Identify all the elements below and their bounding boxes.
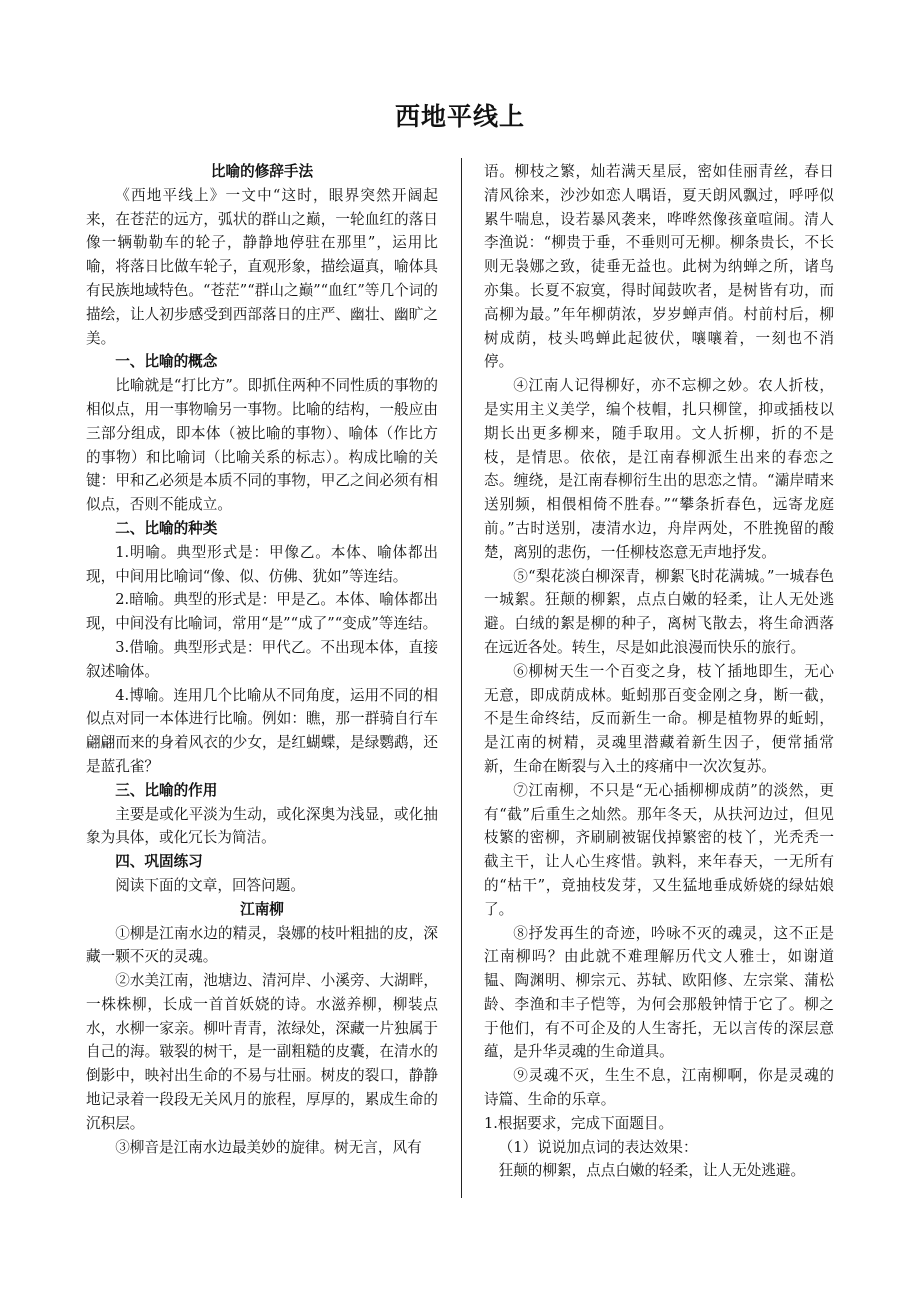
essay-paragraph: ⑦江南柳，不只是“无心插柳柳成荫”的淡然，更有“截”后重生之灿然。那年冬天，从扶河边过，但见枝繁的密柳，齐刷刷被锯伐掉繁密的枝丫，光秃秃一截主干，让人心生疼惜。孰料，来年春天，一无所有的“枯干”，竟抽枝发芽，又生猛地垂成娇娆的绿姑娘了。 (484, 781, 834, 918)
type-item: 2.暗喻。典型的形式是：甲是乙。本体、喻体都出现，中间没有比喻词，常用“是”“成了”“变成”等连结。 (86, 591, 438, 633)
essay-paragraph-continued: 语。柳枝之繁，灿若满天星辰，密如佳丽青丝，春日清风徐来，沙沙如恋人喁语，夏天朗风飘过，呼呼似累牛喘息，设若暴风袭来，哗哗然像孩童喧闹。清人李渔说：“柳贵于垂，不垂则可无柳。柳条贵长，不长则无袅娜之致，徒垂无益也。此树为纳蝉之所，诸鸟亦集。长夏不寂寞，得时闻鼓吹者，是树皆有功，而高柳为最。”年年柳荫浓，岁岁蝉声俏。村前村后，柳树成荫，枝头鸣蝉此起彼伏，嚷嚷着，一刻也不消停。 (484, 163, 834, 371)
function-paragraph: 主要是或化平淡为生动，或化深奥为浅显，或化抽象为具体，或化冗长为简洁。 (86, 805, 438, 847)
section-heading: 比喻的修辞手法 (210, 163, 314, 180)
function-heading: 三、比喻的作用 (115, 781, 218, 799)
essay-paragraph: ④江南人记得柳好，亦不忘柳之妙。农人折枝，是实用主义美学，编个枝帽，扎只柳筐，抑或插枝以期长出更多柳来，随手取用。文人折柳，折的不是枝，是情思。依依，是江南春柳派生出来的春恋之态。缠绕，是江南春柳衍生出的思恋之情。“灞岸晴来送别频，相偎相倚不胜春。”“攀条折春色，远寄龙庭前。”古时送别，凄清水边，舟岸两处，不胜挽留的酸楚，离别的悲伤，一任柳枝恣意无声地抒发。 (484, 377, 834, 561)
page-title: 西地平线上 (394, 102, 525, 131)
essay-paragraph: ①柳是江南水边的精灵，袅娜的枝叶粗拙的皮，深藏一颗不灭的灵魂。 (86, 924, 438, 966)
essay-paragraph: ③柳音是江南水边最美妙的旋律。树无言，风有 (115, 1138, 422, 1156)
right-column (484, 160, 834, 1183)
concept-heading: 一、比喻的概念 (115, 353, 218, 371)
left-column (86, 160, 438, 1159)
question-sentence: 狂颠的柳絮，点点白嫩的轻柔，让人无处逃避。 (498, 1162, 806, 1180)
essay-paragraph: ⑨灵魂不灭，生生不息，江南柳啊，你是灵魂的诗篇、生命的乐章。 (484, 1067, 834, 1109)
type-item: 1.明喻。典型形式是：甲像乙。本体、喻体都出现，中间用比喻词“像、似、仿佛、犹如”等连结。 (86, 543, 438, 585)
type-item: 4.博喻。连用几个比喻从不同角度，运用不同的相似点对同一本体进行比喻。例如：瞧，那一群骑自行车翩翩而来的身着风衣的少女，是红蝴蝶，是绿鹦鹉，还是蓝孔雀？ (86, 686, 438, 775)
essay-paragraph: ②水美江南，池塘边、清河岸、小溪旁、大湖畔，一株株柳，长成一首首妖娆的诗。水滋养柳，柳装点水，水柳一家亲。柳叶青青，浓绿处，深藏一片独属于自己的海。皲裂的树干，是一副粗糙的皮囊，在清水的倒影中，映衬出生命的不易与壮丽。树皮的裂口，静静地记录着一段段无关风月的旅程，厚厚的，累成生命的沉积层。 (86, 972, 438, 1132)
essay-paragraph: ⑥柳树天生一个百变之身，枝丫插地即生，无心无意，即成荫成林。蚯蚓那百变金刚之身，断一截，不是生命终结，反而新生一命。柳是植物界的蚯蚓，是江南的树精，灵魂里潜藏着新生因子，便常插常新，生命在断裂与入土的疼痛中一次次复苏。 (484, 662, 834, 775)
type-item: 3.借喻。典型形式是：甲代乙。不出现本体，直接叙述喻体。 (86, 638, 438, 680)
column-divider (461, 158, 462, 1198)
intro-paragraph: 《西地平线上》一文中“这时，眼界突然开阔起来，在苍茫的远方，弧状的群山之巅，一轮血红的落日像一辆勒勒车的轮子，静静地停驻在那里”，运用比喻，将落日比做车轮子，直观形象，描绘逼真，喻体具有民族地域特色。“苍茫”“群山之巅”“血红”等几个词的描绘，让人初步感受到西部落日的庄严、幽壮、幽旷之美。 (86, 186, 438, 347)
question-item: （1）说说加点词的表达效果： (498, 1138, 698, 1156)
concept-paragraph: 比喻就是“打比方”。即抓住两种不同性质的事物的相似点，用一事物喻另一事物。比喻的结构，一般应由三部分组成，即本体（被比喻的事物）、喻体（作比方的事物）和比喻词（比喻关系的标志）。构成比喻的关键：甲和乙必须是本质不同的事物，甲乙之间必须有相似点，否则不能成立。 (86, 377, 438, 514)
essay-title: 江南柳 (240, 900, 284, 918)
essay-paragraph: ⑤“梨花淡白柳深青，柳絮飞时花满城。”一城春色一城絮。狂颠的柳絮，点点白嫩的轻柔，让人无处逃避。白绒的絮是柳的种子，离树飞散去，将生命洒落在远近各处。转生，尽是如此浪漫而快乐的旅行。 (484, 567, 834, 656)
practice-instruction: 阅读下面的文章，回答问题。 (115, 876, 305, 894)
types-heading: 二、比喻的种类 (115, 519, 218, 537)
practice-heading: 四、巩固练习 (115, 853, 203, 871)
question-heading: 1.根据要求，完成下面题目。 (484, 1114, 674, 1132)
essay-paragraph: ⑧抒发再生的奇迹，吟咏不灭的魂灵，这不正是江南柳吗？由此就不难理解历代文人雅士，如谢道韫、陶渊明、柳宗元、苏轼、欧阳修、左宗棠、蒲松龄、李渔和丰子恺等，为何会那般钟情于它了。柳之于他们，有不可企及的人生寄托，无以言传的深层意蕴，是升华灵魂的生命道具。 (484, 924, 834, 1061)
